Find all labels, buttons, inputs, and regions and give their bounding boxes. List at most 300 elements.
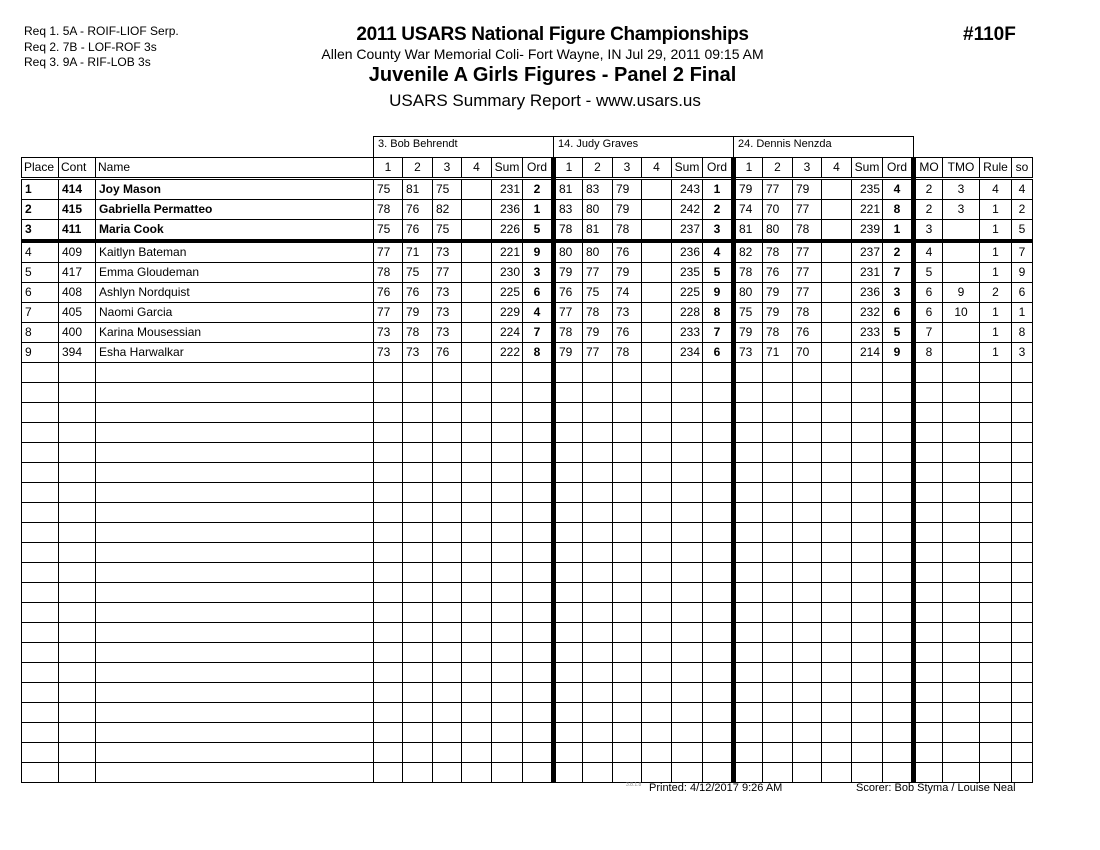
mo-cell: 2	[914, 200, 943, 220]
judge-1-figure-1-score: 78	[374, 263, 403, 283]
empty-cell	[703, 443, 734, 463]
judge-1-sum: 226	[492, 220, 523, 242]
empty-cell	[980, 363, 1012, 383]
empty-cell	[943, 403, 980, 423]
empty-cell	[703, 483, 734, 503]
empty-cell	[672, 663, 703, 683]
empty-cell	[583, 683, 613, 703]
empty-cell	[914, 763, 943, 783]
col-j1-ord: Ord	[523, 158, 554, 179]
empty-cell	[943, 683, 980, 703]
empty-cell	[59, 703, 96, 723]
empty-cell	[462, 443, 492, 463]
empty-cell	[554, 623, 583, 643]
empty-cell	[374, 423, 403, 443]
skater-name-cell: Esha Harwalkar	[96, 343, 374, 363]
empty-cell	[374, 403, 403, 423]
empty-cell	[883, 583, 914, 603]
empty-cell	[96, 763, 374, 783]
judge-2-figure-2-score: 81	[583, 220, 613, 242]
empty-cell	[703, 683, 734, 703]
empty-cell	[374, 543, 403, 563]
empty-cell	[374, 763, 403, 783]
col-j2-fig4: 4	[642, 158, 672, 179]
empty-cell	[1012, 403, 1033, 423]
empty-cell	[642, 443, 672, 463]
empty-cell	[433, 643, 462, 663]
empty-cell	[943, 423, 980, 443]
empty-cell	[59, 643, 96, 663]
empty-cell	[822, 543, 852, 563]
empty-cell	[734, 623, 763, 643]
empty-cell	[462, 423, 492, 443]
empty-cell	[613, 623, 642, 643]
empty-cell	[672, 503, 703, 523]
tmo-cell: 3	[943, 179, 980, 200]
empty-cell	[734, 523, 763, 543]
empty-cell	[492, 543, 523, 563]
empty-cell	[943, 603, 980, 623]
judge-2-figure-1-score: 81	[554, 179, 583, 200]
empty-cell	[914, 623, 943, 643]
judge-3-figure-3-score: 77	[793, 241, 822, 263]
empty-cell	[22, 503, 59, 523]
empty-cell	[583, 663, 613, 683]
empty-cell	[1012, 523, 1033, 543]
empty-cell	[374, 643, 403, 663]
empty-cell	[672, 363, 703, 383]
empty-cell	[883, 403, 914, 423]
empty-cell	[554, 583, 583, 603]
empty-cell	[883, 723, 914, 743]
judge-2-ordinal: 9	[703, 283, 734, 303]
empty-cell	[403, 563, 433, 583]
empty-cell	[734, 503, 763, 523]
judge-2-ordinal: 3	[703, 220, 734, 242]
empty-cell	[980, 743, 1012, 763]
empty-cell	[703, 543, 734, 563]
empty-cell	[523, 723, 554, 743]
empty-cell	[793, 563, 822, 583]
judge-2-figure-4-score	[642, 263, 672, 283]
judge-1-figure-4-score	[462, 343, 492, 363]
empty-cell	[763, 383, 793, 403]
empty-cell	[613, 423, 642, 443]
rule-cell: 1	[980, 241, 1012, 263]
place-cell: 9	[22, 343, 59, 363]
empty-cell	[59, 363, 96, 383]
judge-header-row	[22, 137, 1033, 158]
so-cell: 5	[1012, 220, 1033, 242]
empty-cell	[943, 363, 980, 383]
judge-2-figure-3-score: 78	[613, 343, 642, 363]
empty-cell	[642, 703, 672, 723]
empty-cell	[403, 543, 433, 563]
empty-cell	[883, 663, 914, 683]
judge-3-figure-1-score: 82	[734, 241, 763, 263]
mo-cell: 5	[914, 263, 943, 283]
empty-row	[22, 603, 1033, 623]
empty-cell	[883, 603, 914, 623]
empty-cell	[943, 563, 980, 583]
judge-2-figure-2-score: 78	[583, 303, 613, 323]
empty-cell	[822, 603, 852, 623]
judge-1-sum: 236	[492, 200, 523, 220]
empty-cell	[734, 563, 763, 583]
judge-3-figure-4-score	[822, 241, 852, 263]
empty-cell	[642, 563, 672, 583]
judge-1-sum: 231	[492, 179, 523, 200]
empty-cell	[1012, 383, 1033, 403]
judge-3-figure-2-score: 71	[763, 343, 793, 363]
empty-cell	[980, 723, 1012, 743]
judge-2-sum: 234	[672, 343, 703, 363]
empty-cell	[96, 503, 374, 523]
judge-3-figure-1-score: 78	[734, 263, 763, 283]
empty-cell	[22, 683, 59, 703]
empty-cell	[943, 503, 980, 523]
empty-cell	[96, 363, 374, 383]
empty-cell	[583, 523, 613, 543]
empty-row	[22, 503, 1033, 523]
judge-1-ordinal: 1	[523, 200, 554, 220]
empty-cell	[734, 543, 763, 563]
empty-cell	[583, 363, 613, 383]
skater-name-cell: Gabriella Permatteo	[96, 200, 374, 220]
mo-cell: 4	[914, 241, 943, 263]
empty-cell	[883, 503, 914, 523]
empty-cell	[492, 463, 523, 483]
empty-cell	[403, 423, 433, 443]
empty-cell	[374, 443, 403, 463]
empty-cell	[1012, 423, 1033, 443]
empty-cell	[403, 403, 433, 423]
contestant-number-cell: 409	[59, 241, 96, 263]
empty-cell	[59, 683, 96, 703]
printed-timestamp: Printed: 4/12/2017 9:26 AM	[649, 782, 783, 794]
empty-cell	[980, 443, 1012, 463]
empty-row	[22, 643, 1033, 663]
judge-3-sum: 239	[852, 220, 883, 242]
empty-cell	[96, 583, 374, 603]
empty-cell	[22, 543, 59, 563]
empty-cell	[583, 643, 613, 663]
empty-cell	[59, 563, 96, 583]
empty-cell	[980, 543, 1012, 563]
empty-cell	[59, 603, 96, 623]
empty-cell	[852, 403, 883, 423]
empty-cell	[523, 383, 554, 403]
empty-cell	[96, 523, 374, 543]
judge-2-figure-2-score: 75	[583, 283, 613, 303]
judge-1-figure-4-score	[462, 303, 492, 323]
judge-3-figure-4-score	[822, 220, 852, 242]
empty-cell	[642, 423, 672, 443]
empty-cell	[462, 463, 492, 483]
empty-cell	[583, 603, 613, 623]
judge-2-figure-1-score: 78	[554, 323, 583, 343]
empty-cell	[980, 643, 1012, 663]
table-row	[22, 241, 1033, 263]
empty-cell	[554, 443, 583, 463]
tmo-cell: 9	[943, 283, 980, 303]
empty-cell	[492, 663, 523, 683]
judge-1-ordinal: 6	[523, 283, 554, 303]
judge-2-ordinal: 1	[703, 179, 734, 200]
col-mo: MO	[914, 158, 943, 179]
empty-cell	[523, 643, 554, 663]
empty-cell	[1012, 683, 1033, 703]
judge-2-figure-3-score: 76	[613, 323, 642, 343]
empty-cell	[554, 723, 583, 743]
empty-cell	[374, 683, 403, 703]
empty-row	[22, 563, 1033, 583]
judge-3-sum: 236	[852, 283, 883, 303]
empty-cell	[943, 743, 980, 763]
judge-1-figure-2-score: 73	[403, 343, 433, 363]
empty-cell	[613, 463, 642, 483]
report-title: 2011 USARS National Figure Championships	[356, 24, 749, 45]
empty-cell	[462, 523, 492, 543]
table-row	[22, 220, 1033, 242]
empty-cell	[914, 443, 943, 463]
empty-cell	[852, 383, 883, 403]
empty-cell	[943, 763, 980, 783]
col-j1-fig3: 3	[433, 158, 462, 179]
empty-cell	[734, 683, 763, 703]
empty-cell	[672, 383, 703, 403]
empty-cell	[583, 703, 613, 723]
judge-3-sum: 232	[852, 303, 883, 323]
judge-3-figure-3-score: 79	[793, 179, 822, 200]
judge-1-figure-1-score: 75	[374, 179, 403, 200]
judge-1-name: 3. Bob Behrendt	[374, 137, 554, 158]
empty-cell	[492, 623, 523, 643]
judge-1-sum: 229	[492, 303, 523, 323]
empty-cell	[583, 383, 613, 403]
requirement-3: Req 3. 9A - RIF-LOB 3s	[24, 55, 151, 69]
empty-cell	[492, 403, 523, 423]
empty-cell	[914, 643, 943, 663]
judge-2-figure-1-score: 79	[554, 343, 583, 363]
empty-cell	[914, 383, 943, 403]
judge-3-sum: 214	[852, 343, 883, 363]
empty-cell	[374, 363, 403, 383]
empty-cell	[374, 743, 403, 763]
judge-3-figure-2-score: 70	[763, 200, 793, 220]
judge-1-figure-3-score: 73	[433, 241, 462, 263]
empty-cell	[883, 483, 914, 503]
mo-cell: 8	[914, 343, 943, 363]
judge-2-ordinal: 8	[703, 303, 734, 323]
empty-cell	[613, 543, 642, 563]
empty-cell	[822, 763, 852, 783]
tmo-cell	[943, 241, 980, 263]
empty-cell	[492, 723, 523, 743]
judge-3-figure-1-score: 80	[734, 283, 763, 303]
empty-cell	[672, 703, 703, 723]
empty-cell	[433, 363, 462, 383]
empty-cell	[492, 523, 523, 543]
empty-cell	[642, 503, 672, 523]
empty-cell	[852, 563, 883, 583]
so-cell: 1	[1012, 303, 1033, 323]
empty-cell	[613, 583, 642, 603]
empty-row	[22, 383, 1033, 403]
empty-cell	[403, 443, 433, 463]
empty-cell	[852, 503, 883, 523]
empty-cell	[523, 463, 554, 483]
judge-2-sum: 233	[672, 323, 703, 343]
empty-cell	[642, 683, 672, 703]
empty-cell	[462, 363, 492, 383]
judge-2-figure-3-score: 76	[613, 241, 642, 263]
empty-cell	[943, 663, 980, 683]
empty-cell	[852, 583, 883, 603]
empty-cell	[492, 563, 523, 583]
empty-cell	[523, 703, 554, 723]
empty-cell	[822, 703, 852, 723]
empty-cell	[1012, 763, 1033, 783]
empty-cell	[433, 723, 462, 743]
empty-cell	[583, 403, 613, 423]
empty-cell	[403, 623, 433, 643]
empty-row	[22, 763, 1033, 783]
empty-cell	[914, 723, 943, 743]
place-cell: 8	[22, 323, 59, 343]
empty-cell	[96, 703, 374, 723]
empty-cell	[523, 523, 554, 543]
empty-cell	[492, 363, 523, 383]
venue-line: Allen County War Memorial Coli- Fort Wayne, IN Jul 29, 2011 09:15 AM	[321, 46, 764, 62]
judge-1-ordinal: 7	[523, 323, 554, 343]
judge-2-sum: 235	[672, 263, 703, 283]
event-title: Juvenile A Girls Figures - Panel 2 Final	[368, 64, 737, 86]
empty-cell	[852, 763, 883, 783]
empty-cell	[462, 743, 492, 763]
empty-cell	[22, 363, 59, 383]
so-cell: 2	[1012, 200, 1033, 220]
judge-3-figure-3-score: 77	[793, 283, 822, 303]
contestant-number-cell: 414	[59, 179, 96, 200]
empty-cell	[462, 403, 492, 423]
empty-cell	[943, 583, 980, 603]
judge-3-figure-1-score: 79	[734, 323, 763, 343]
judge-1-sum: 230	[492, 263, 523, 283]
empty-cell	[523, 623, 554, 643]
tmo-cell: 10	[943, 303, 980, 323]
empty-cell	[492, 383, 523, 403]
empty-cell	[914, 703, 943, 723]
so-cell: 7	[1012, 241, 1033, 263]
judge-1-figure-1-score: 73	[374, 323, 403, 343]
empty-cell	[22, 523, 59, 543]
empty-cell	[703, 463, 734, 483]
judge-2-figure-4-score	[642, 343, 672, 363]
judge-2-figure-1-score: 77	[554, 303, 583, 323]
empty-cell	[943, 703, 980, 723]
empty-cell	[883, 443, 914, 463]
empty-cell	[492, 583, 523, 603]
empty-cell	[642, 583, 672, 603]
empty-row	[22, 403, 1033, 423]
empty-cell	[980, 403, 1012, 423]
empty-cell	[96, 683, 374, 703]
empty-cell	[613, 723, 642, 743]
mo-cell: 7	[914, 323, 943, 343]
judge-1-figure-4-score	[462, 241, 492, 263]
empty-cell	[403, 603, 433, 623]
empty-cell	[583, 423, 613, 443]
empty-cell	[583, 583, 613, 603]
judge-3-figure-4-score	[822, 179, 852, 200]
empty-cell	[1012, 363, 1033, 383]
empty-cell	[852, 683, 883, 703]
judge-1-figure-4-score	[462, 263, 492, 283]
results-table	[21, 136, 1033, 783]
empty-cell	[734, 763, 763, 783]
table-row	[22, 263, 1033, 283]
rule-cell: 1	[980, 303, 1012, 323]
mo-cell: 2	[914, 179, 943, 200]
empty-cell	[852, 603, 883, 623]
empty-cell	[1012, 643, 1033, 663]
empty-cell	[642, 543, 672, 563]
empty-cell	[96, 403, 374, 423]
empty-cell	[583, 483, 613, 503]
empty-cell	[1012, 743, 1033, 763]
empty-cell	[672, 743, 703, 763]
col-j2-ord: Ord	[703, 158, 734, 179]
empty-cell	[22, 583, 59, 603]
empty-cell	[734, 723, 763, 743]
empty-cell	[433, 743, 462, 763]
empty-cell	[642, 403, 672, 423]
empty-cell	[642, 463, 672, 483]
empty-cell	[613, 383, 642, 403]
empty-cell	[703, 383, 734, 403]
empty-cell	[433, 463, 462, 483]
empty-cell	[793, 363, 822, 383]
mo-cell: 3	[914, 220, 943, 242]
mo-cell: 6	[914, 303, 943, 323]
empty-cell	[613, 443, 642, 463]
judge-1-figure-4-score	[462, 323, 492, 343]
rule-cell: 4	[980, 179, 1012, 200]
empty-cell	[703, 763, 734, 783]
judge-1-figure-2-score: 78	[403, 323, 433, 343]
judge-1-ordinal: 5	[523, 220, 554, 242]
judge-1-figure-4-score	[462, 200, 492, 220]
empty-cell	[403, 723, 433, 743]
empty-cell	[433, 543, 462, 563]
empty-cell	[980, 523, 1012, 543]
empty-cell	[852, 643, 883, 663]
empty-cell	[1012, 443, 1033, 463]
judge-2-sum: 236	[672, 241, 703, 263]
empty-cell	[943, 523, 980, 543]
judge-1-figure-3-score: 76	[433, 343, 462, 363]
empty-cell	[613, 483, 642, 503]
empty-cell	[613, 503, 642, 523]
judge-1-ordinal: 3	[523, 263, 554, 283]
judge-1-figure-3-score: 75	[433, 220, 462, 242]
empty-cell	[1012, 463, 1033, 483]
col-cont: Cont	[59, 158, 96, 179]
empty-cell	[672, 583, 703, 603]
empty-cell	[822, 523, 852, 543]
empty-cell	[433, 423, 462, 443]
